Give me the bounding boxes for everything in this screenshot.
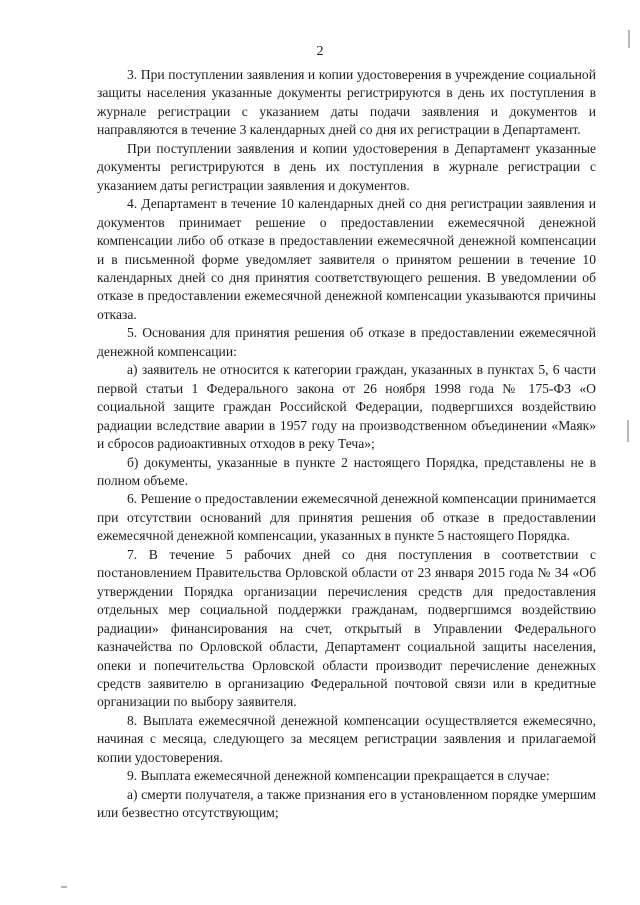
paragraph-5-b: б) документы, указанные в пункте 2 настоящего Порядка, представлены не в полном объеме.	[97, 454, 596, 488]
page-number: 2	[316, 44, 324, 59]
paragraph-5-a: а) заявитель не относится к категории граждан, указанных в пунктах 5, 6 части первой статьи 1 Федерального закона от 26 ноября 1998 года № 175-ФЗ «О социальной защите граждан Российской Федерации, подвергшихся воздействию радиации вследствие аварии в 1957 году на производственном объединении «Маяк» и сбросов радиоактивных отходов в реку Теча»;	[97, 362, 596, 452]
paragraph-4: 4. Департамент в течение 10 календарных дней со дня регистрации заявления и документов принимает решение о предоставлении ежемесячной денежной компенсации либо об отказе в предоставлении ежемесячной денежной компенсации и в письменной форме уведомляет заявителя о принятом решении в течение 10 календарных дней со дня принятия соответствующего решения. В уведомлении об отказе в предоставлении ежемесячной денежной компенсации указываются причины отказа.	[97, 196, 596, 322]
paragraph-9-a: а) смерти получателя, а также признания его в установленном порядке умершим или безвестно отсутствующим;	[97, 786, 596, 821]
document-body	[97, 66, 596, 823]
scan-artifact-mark	[628, 30, 630, 48]
paragraph-7: 7. В течение 5 рабочих дней со дня поступления в соответствии с постановлением Правительства Орловской области от 23 января 2015 года № 34 «Об утверждении Порядка организации перечисления средств для предоставления отдельных мер социальной поддержки гражданам, подвергшимся воздействию радиации» финансирования на счет, открытый в Управлении Федерального казначейства по Орловской области, Департамент социальной защиты населения, опеки и попечительства Орловской области производит перечисление денежных средств заявителю в организацию Федеральной почтовой связи или в кредитные организации по выбору заявителя.	[97, 546, 596, 710]
paragraph-5: 5. Основания для принятия решения об отказе в предоставлении ежемесячной денежной компенсации:	[97, 325, 596, 359]
scan-artifact-mark	[627, 420, 629, 442]
paragraph-8: 8. Выплата ежемесячной денежной компенсации осуществляется ежемесячно, начиная с месяца, следующего за месяцем регистрации заявления и прилагаемой копии удостоверения.	[97, 712, 596, 765]
paragraph-3: 3. При поступлении заявления и копии удостоверения в учреждение социальной защиты населения указанные документы регистрируются в день их поступления в журнале регистрации с указанием даты подачи заявления и документов и направляются в течение 3 календарных дней со дня их регистрации в Департамент.	[97, 67, 596, 138]
paragraph-9: 9. Выплата ежемесячной денежной компенсации прекращается в случае:	[127, 768, 550, 784]
paragraph-3-continued: При поступлении заявления и копии удостоверения в Департамент указанные документы регистрируются в день их поступления в журнале регистрации с указанием даты регистрации заявления и документов.	[97, 140, 596, 193]
paragraph-6: 6. Решение о предоставлении ежемесячной денежной компенсации принимается при отсутствии оснований для принятия решения об отказе в предоставлении ежемесячной денежной компенсации, указанных в пункте 5 настоящего Порядка.	[97, 491, 596, 544]
scan-artifact-mark	[61, 886, 67, 888]
